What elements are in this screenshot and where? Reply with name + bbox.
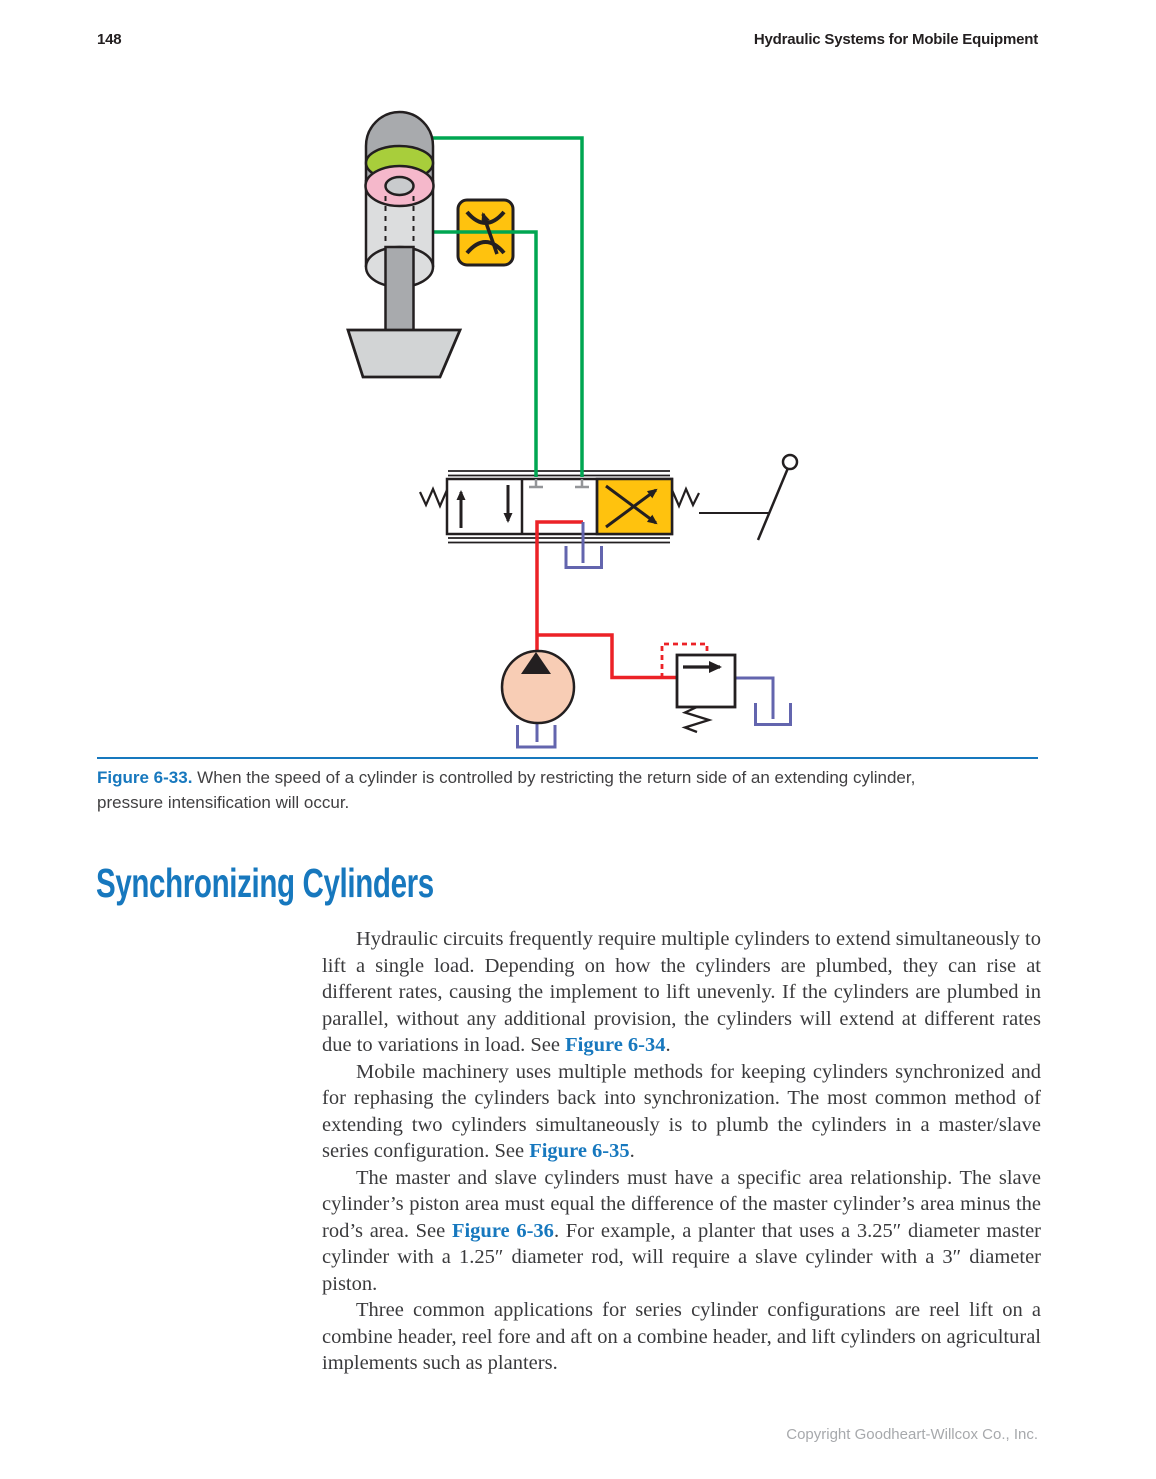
running-head-title: Hydraulic Systems for Mobile Equipment	[753, 31, 1038, 48]
load-platform	[348, 330, 460, 377]
body-text	[322, 926, 1041, 1377]
body-paragraph	[322, 1165, 1041, 1298]
body-run: .	[665, 1034, 671, 1056]
body-run: The master and slave cylinders must have a specific area relationship. The slave cylinder’s piston area must equal the difference of the master cylinder’s area minus the rod’s area. See	[322, 1166, 1041, 1242]
section-heading: Synchronizing Cylinders	[96, 860, 434, 906]
valve-spring-left	[420, 489, 447, 506]
body-run: . For example, a planter that uses a 3.25″ diameter master cylinder with a 1.25″ diameter rod, will require a slave cylinder with a 3″ diameter piston.	[322, 1219, 1042, 1295]
work-lines-green	[433, 138, 582, 477]
figure-reference-link[interactable]: Figure 6-35	[529, 1140, 630, 1162]
hydraulic-circuit-diagram	[330, 95, 810, 755]
body-run: Three common applications for series cylinder configurations are reel lift on a combine header, reel fore and aft on a combine header, and lift cylinders on agricultural implements such as planters.	[322, 1299, 1041, 1374]
body-paragraph	[322, 1297, 1041, 1377]
figure-reference-link[interactable]: Figure 6-36	[451, 1219, 554, 1242]
pressure-lines-red	[537, 522, 677, 678]
caption-divider-rule	[97, 757, 1038, 759]
copyright-notice: Copyright Goodheart-Willcox Co., Inc.	[786, 1426, 1038, 1443]
body-paragraph	[322, 926, 1041, 1059]
rod-top	[386, 177, 414, 195]
body-run: Mobile machinery uses multiple methods for keeping cylinders synchronized and for rephasing the cylinders back into synchronization. The most common method of extending two cylinders simultaneously is to plumb the cylinders in a master/slave series configuration. See	[322, 1060, 1041, 1162]
page-number: 148	[97, 31, 122, 48]
body-run: .	[629, 1140, 635, 1162]
body-paragraph	[322, 1059, 1041, 1165]
cylinder-with-load-illustration	[348, 112, 460, 377]
directional-control-valve-symbol	[447, 471, 672, 543]
pump-symbol	[502, 651, 574, 723]
figure-reference-link[interactable]: Figure 6-34	[565, 1034, 666, 1056]
cylinder-rod	[386, 247, 414, 331]
figure-6-33-diagram	[330, 95, 810, 755]
body-run: Hydraulic circuits frequently require multiple cylinders to extend simultaneously to lift a single load. Depending on how the cylinders are plumbed, they can rise at different rates, causing the implement to lift unevenly. If the cylinders are plumbed in parallel, without any additional provision, the cylinders will extend at different rates due to variations in load. See	[322, 928, 1041, 1056]
relief-spring	[685, 707, 709, 732]
manual-lever-icon	[699, 455, 797, 540]
figure-caption	[97, 765, 981, 815]
figure-caption-label: Figure 6-33.	[97, 768, 193, 787]
relief-valve-symbol	[662, 644, 735, 732]
figure-caption-text: When the speed of a cylinder is controlled by restricting the return side of an extending cylinder, pressure intensification will occur.	[97, 768, 916, 812]
valve-spring-right	[672, 489, 699, 506]
